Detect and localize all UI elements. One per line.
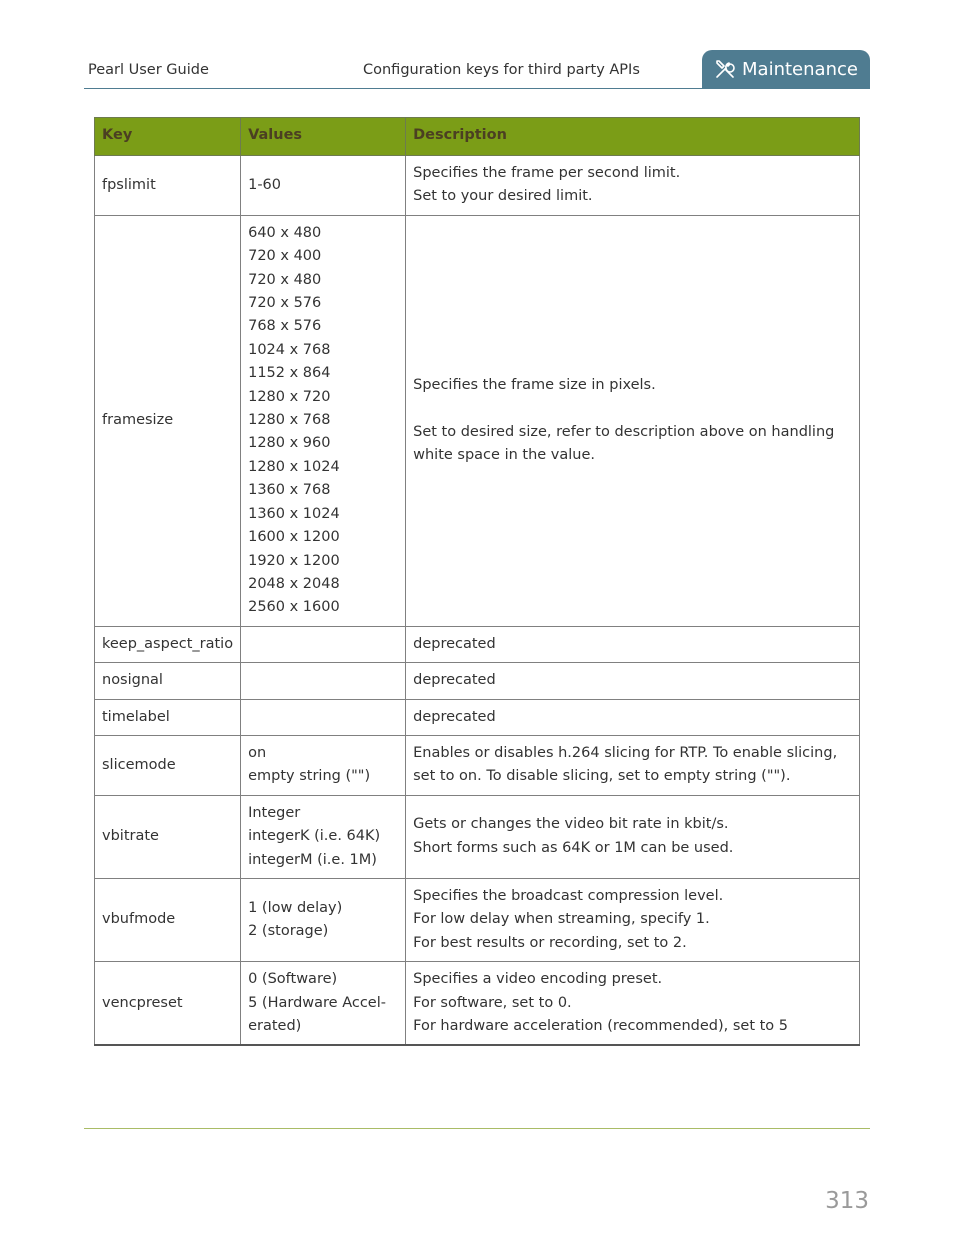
value-line: 1-60 (248, 176, 282, 193)
wrench-screwdriver-icon (714, 58, 736, 80)
table-row (95, 215, 860, 626)
key-cell: slicemode (95, 735, 241, 795)
key-cell: timelabel (95, 699, 241, 735)
description-cell (406, 215, 860, 626)
values-cell (241, 156, 406, 216)
value-line: integerM (i.e. 1M) (248, 851, 377, 868)
table-row (95, 699, 860, 735)
key-cell: framesize (95, 215, 241, 626)
table-row (95, 878, 860, 961)
description-line: deprecated (413, 672, 496, 689)
description-line: deprecated (413, 635, 496, 652)
value-line: 720 x 576 (248, 295, 322, 312)
value-line: 1360 x 768 (248, 482, 331, 499)
value-line: 720 x 480 (248, 271, 322, 288)
config-keys-table (94, 117, 860, 1046)
description-cell (406, 735, 860, 795)
table-row (95, 795, 860, 878)
value-line: 2560 x 1600 (248, 599, 340, 616)
value-line: 2048 x 2048 (248, 575, 340, 592)
column-header-key: Key (95, 118, 241, 156)
value-line: 640 x 480 (248, 224, 322, 241)
value-line: integerK (i.e. 64K) (248, 828, 381, 845)
description-line: deprecated (413, 708, 496, 725)
key-cell: vbufmode (95, 878, 241, 961)
footer-rule (84, 1128, 870, 1129)
value-line: 1280 x 768 (248, 412, 331, 429)
value-line: on (248, 744, 267, 761)
maintenance-tab-label: Maintenance (742, 58, 858, 80)
description-line: Set to desired size, refer to description above on handling white space in the value. (413, 423, 835, 464)
table-row (95, 156, 860, 216)
value-line: empty string ("") (248, 768, 371, 785)
value-line: 1600 x 1200 (248, 529, 340, 546)
table-row (95, 962, 860, 1046)
value-line: 5 (Hardware Accel-erated) (248, 994, 386, 1034)
description-line: For hardware acceleration (recommended), set to 5 (413, 1018, 789, 1034)
description-line: For best results or recording, set to 2. (413, 934, 687, 951)
value-line: 1 (low delay) (248, 899, 343, 916)
description-line: For low delay when streaming, specify 1. (413, 911, 710, 928)
value-line: 720 x 400 (248, 248, 322, 265)
description-line: Specifies the broadcast compression level. (413, 887, 724, 904)
value-line: Integer (248, 804, 301, 821)
description-cell (406, 795, 860, 878)
values-cell (241, 795, 406, 878)
values-cell (241, 962, 406, 1046)
guide-title: Pearl User Guide (88, 62, 209, 78)
table-row (95, 626, 860, 662)
description-cell (406, 962, 860, 1046)
page-number: 313 (825, 1188, 869, 1214)
value-line: 1280 x 960 (248, 435, 331, 452)
page-header (84, 50, 870, 89)
description-cell (406, 878, 860, 961)
value-line: 1280 x 720 (248, 388, 331, 405)
description-line: For software, set to 0. (413, 994, 572, 1011)
description-cell (406, 156, 860, 216)
values-cell (241, 663, 406, 699)
table-row (95, 663, 860, 699)
key-cell: vencpreset (95, 962, 241, 1046)
maintenance-tab[interactable] (702, 50, 870, 88)
column-header-description: Description (406, 118, 860, 156)
description-line: Gets or changes the video bit rate in kbit/s. (413, 816, 729, 833)
description-line: Enables or disables h.264 slicing for RTP. To enable slicing, set to on. To disable slicing, set to empty string (""). (413, 744, 838, 785)
key-cell: vbitrate (95, 795, 241, 878)
value-line: 768 x 576 (248, 318, 322, 335)
column-header-values: Values (241, 118, 406, 156)
value-line: 1280 x 1024 (248, 458, 340, 475)
value-line: 1024 x 768 (248, 341, 331, 358)
table-header-row (95, 118, 860, 156)
description-line (413, 397, 852, 420)
description-line: Specifies the frame per second limit. (413, 165, 681, 181)
description-cell (406, 699, 860, 735)
description-line: Short forms such as 64K or 1M can be used. (413, 839, 734, 856)
description-line: Specifies a video encoding preset. (413, 971, 663, 988)
value-line: 1360 x 1024 (248, 505, 340, 522)
description-cell (406, 663, 860, 699)
value-line: 1152 x 864 (248, 365, 331, 382)
value-line: 0 (Software) (248, 971, 338, 988)
value-line: 2 (storage) (248, 923, 329, 940)
table-row (95, 735, 860, 795)
section-title: Configuration keys for third party APIs (363, 62, 640, 78)
values-cell (241, 699, 406, 735)
description-line: Set to your desired limit. (413, 188, 593, 205)
description-cell (406, 626, 860, 662)
key-cell: fpslimit (95, 156, 241, 216)
key-cell: keep_aspect_ratio (95, 626, 241, 662)
values-cell (241, 626, 406, 662)
values-cell (241, 878, 406, 961)
values-cell (241, 215, 406, 626)
key-cell: nosignal (95, 663, 241, 699)
values-cell (241, 735, 406, 795)
value-line: 1920 x 1200 (248, 552, 340, 569)
description-line: Specifies the frame size in pixels. (413, 376, 656, 393)
